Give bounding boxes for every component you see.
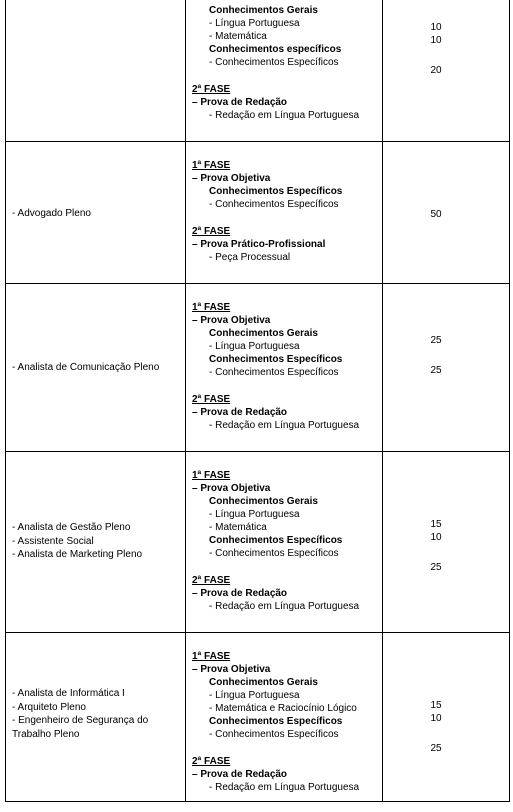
subject-group: Conhecimentos Específicos <box>209 535 343 546</box>
question-count: 10 <box>430 532 442 543</box>
position-name: - Assistente Social <box>12 535 94 547</box>
question-count: 50 <box>430 209 442 220</box>
exam-type: – Prova de Redação <box>192 407 288 418</box>
phase-heading: 1ª FASE <box>192 470 231 481</box>
question-count: 10 <box>430 22 442 33</box>
position-name: - Advogado Pleno <box>12 208 91 219</box>
exam-description <box>192 650 384 794</box>
subject-item: - Redação em Língua Portuguesa <box>209 601 360 612</box>
exam-type: – Prova Objetiva <box>192 483 271 494</box>
phase-heading: 2ª FASE <box>192 226 231 237</box>
subject-group: Conhecimentos específicos <box>209 44 342 55</box>
exam-description <box>192 159 384 264</box>
subject-group: Conhecimentos Gerais <box>209 496 318 507</box>
question-count: 25 <box>430 335 442 346</box>
question-count: 15 <box>430 700 442 711</box>
question-count: 25 <box>430 365 442 376</box>
subject-group: Conhecimentos Específicos <box>209 716 343 727</box>
row-divider <box>6 632 509 633</box>
exam-type: – Prova Objetiva <box>192 173 271 184</box>
subject-group: Conhecimentos Gerais <box>209 677 318 688</box>
exam-description <box>192 4 384 122</box>
subject-item: - Matemática e Raciocínio Lógico <box>209 703 357 714</box>
position-name: - Engenheiro de Segurança do <box>12 715 149 726</box>
exam-table <box>5 0 510 802</box>
subject-item: - Língua Portuguesa <box>209 690 300 701</box>
row-divider <box>6 283 509 284</box>
exam-type: – Prova de Redação <box>192 588 288 599</box>
phase-heading: 2ª FASE <box>192 84 231 95</box>
subject-item: - Redação em Língua Portuguesa <box>209 782 360 793</box>
subject-item: - Conhecimentos Específicos <box>209 199 339 210</box>
phase-heading: 2ª FASE <box>192 575 231 586</box>
subject-item: - Peça Processual <box>209 252 291 263</box>
question-count: 10 <box>430 713 442 724</box>
position-list <box>12 521 184 562</box>
exam-type: – Prova Objetiva <box>192 664 271 675</box>
position-list <box>12 687 184 741</box>
phase-heading: 2ª FASE <box>192 756 231 767</box>
question-count: 25 <box>430 743 442 754</box>
subject-group: Conhecimentos Gerais <box>209 5 318 16</box>
phase-heading: 1ª FASE <box>192 651 231 662</box>
position-name: - Analista de Comunicação Pleno <box>12 362 160 373</box>
subject-item: - Conhecimentos Específicos <box>209 729 339 740</box>
position-name: Trabalho Pleno <box>12 728 80 740</box>
position-name: - Analista de Marketing Pleno <box>12 549 143 560</box>
position-name: - Arquiteto Pleno <box>12 701 86 713</box>
subject-item: - Conhecimentos Específicos <box>209 367 339 378</box>
position-name: - Analista de Gestão Pleno <box>12 522 131 533</box>
phase-heading: 1ª FASE <box>192 302 231 313</box>
exam-type: – Prova de Redação <box>192 97 288 108</box>
exam-type: – Prova de Redação <box>192 769 288 780</box>
position-list <box>12 361 184 375</box>
row-divider <box>6 451 509 452</box>
subject-group: Conhecimentos Específicos <box>209 186 343 197</box>
subject-item: - Conhecimentos Específicos <box>209 57 339 68</box>
subject-item: - Língua Portuguesa <box>209 341 300 352</box>
question-count: 25 <box>430 562 442 573</box>
subject-item: - Redação em Língua Portuguesa <box>209 110 360 121</box>
exam-type: – Prova Prático-Profissional <box>192 239 326 250</box>
row-divider <box>6 141 509 142</box>
exam-description <box>192 301 384 432</box>
phase-heading: 2ª FASE <box>192 394 231 405</box>
exam-type: – Prova Objetiva <box>192 315 271 326</box>
question-count: 10 <box>430 35 442 46</box>
position-list <box>12 207 184 221</box>
subject-item: - Língua Portuguesa <box>209 18 300 29</box>
column-divider <box>185 0 186 801</box>
question-count: 15 <box>430 519 442 530</box>
question-count: 20 <box>430 65 442 76</box>
exam-description <box>192 469 384 613</box>
subject-item: - Conhecimentos Específicos <box>209 548 339 559</box>
subject-item: - Matemática <box>209 522 267 533</box>
subject-group: Conhecimentos Específicos <box>209 354 343 365</box>
subject-item: - Redação em Língua Portuguesa <box>209 420 360 431</box>
subject-group: Conhecimentos Gerais <box>209 328 318 339</box>
position-name: - Analista de Informática I <box>12 688 125 699</box>
phase-heading: 1ª FASE <box>192 160 231 171</box>
subject-item: - Língua Portuguesa <box>209 509 300 520</box>
subject-item: - Matemática <box>209 31 267 42</box>
